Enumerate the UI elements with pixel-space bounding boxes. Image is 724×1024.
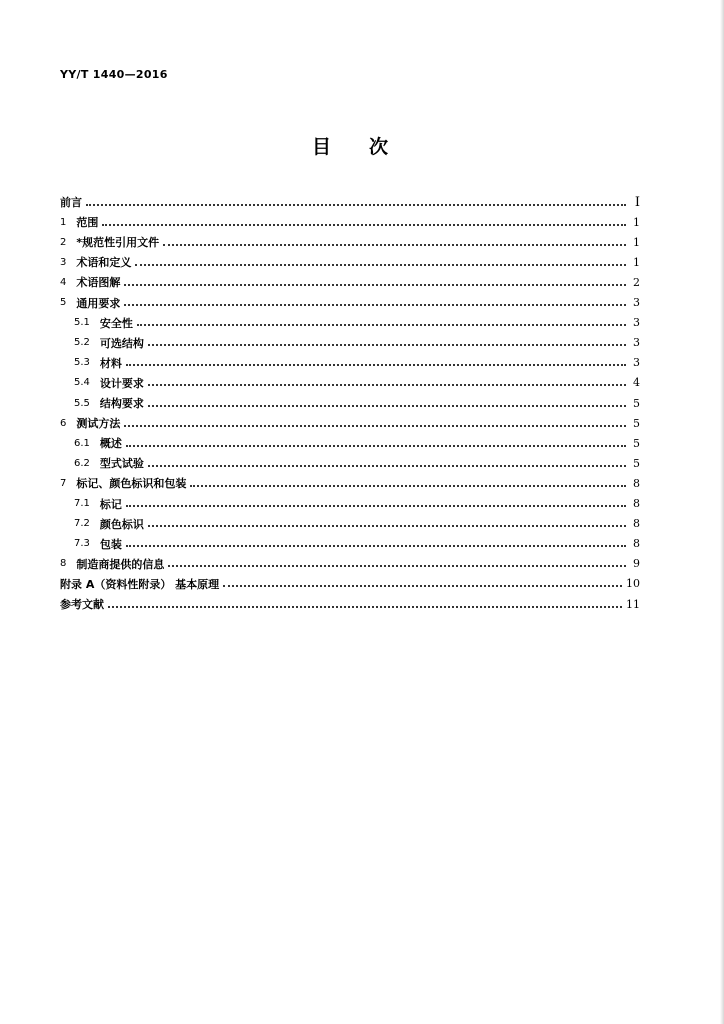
toc-entry-label: 概述 — [99, 437, 122, 451]
toc-entry-page: 5 — [633, 436, 640, 450]
toc-title-part1: 目 — [311, 136, 331, 158]
toc-entry-page: 1 — [633, 215, 640, 229]
toc-entry-label: 附录 A（资料性附录） 基本原理 — [60, 577, 220, 591]
toc-entry-number: 8 — [60, 558, 67, 570]
toc-leader-dots — [168, 564, 626, 567]
toc-leader-dots — [124, 283, 626, 286]
toc-leader-dots — [126, 444, 626, 447]
toc-leader-dots — [126, 504, 626, 507]
toc-entry-number: 5.2 — [74, 337, 90, 349]
toc-entry-page: 5 — [633, 456, 640, 470]
toc-leader-dots — [86, 203, 626, 206]
toc-entry-number: 4 — [60, 276, 67, 288]
toc-entry-number: 3 — [60, 256, 67, 268]
toc-entry-page: Ⅰ — [634, 194, 640, 210]
toc-entry-number: 6.2 — [74, 457, 90, 469]
toc-entry[interactable] — [60, 594, 640, 614]
toc-entry-page: 8 — [633, 517, 640, 531]
toc-entry-label: 结构要求 — [99, 397, 144, 410]
toc-leader-dots — [223, 584, 622, 587]
toc-entry[interactable] — [60, 212, 640, 232]
page-edge-shadow — [720, 0, 724, 1024]
toc-leader-dots — [126, 544, 626, 547]
toc-entry-number: 6.1 — [74, 437, 90, 449]
toc-entry-page: 4 — [633, 376, 640, 390]
toc-entry-number: 5.4 — [74, 377, 90, 389]
toc-entry[interactable] — [60, 393, 640, 413]
toc-entry[interactable] — [60, 252, 640, 272]
toc-entry[interactable] — [60, 514, 640, 534]
toc-entry-number: 7 — [60, 477, 67, 489]
toc-entry-page: 2 — [633, 275, 640, 289]
document-code: YY/T 1440—2016 — [60, 68, 168, 81]
toc-entry-label: 标记、颜色标识和包装 — [76, 477, 187, 491]
toc-leader-dots — [148, 343, 626, 346]
toc-entry-label: 参考文献 — [60, 598, 104, 611]
toc-entry-label: 包装 — [99, 537, 122, 551]
toc-entry-label: 型式试验 — [99, 457, 144, 471]
toc-entry-label: 设计要求 — [99, 376, 144, 390]
toc-entry-label: 可选结构 — [99, 336, 144, 350]
toc-entry-page: 1 — [633, 235, 640, 249]
toc-entry-number: 5 — [60, 297, 67, 308]
toc-entry-label: 制造商提供的信息 — [76, 557, 165, 571]
toc-entry[interactable] — [60, 473, 640, 493]
toc-entry[interactable] — [60, 554, 640, 574]
toc-entry-page: 3 — [633, 296, 640, 309]
toc-leader-dots — [102, 223, 626, 226]
toc-entry-page: 11 — [626, 597, 640, 611]
toc-leader-dots — [148, 383, 626, 386]
toc-entry-number: 5.1 — [74, 317, 90, 329]
toc-entry-number: 5.5 — [74, 397, 90, 409]
toc-entry[interactable] — [60, 453, 640, 473]
toc-entry-label: 安全性 — [99, 316, 133, 330]
toc-entry-number: 7.2 — [74, 518, 90, 530]
toc-entry[interactable] — [60, 313, 640, 333]
toc-leader-dots — [137, 323, 626, 326]
toc-leader-dots — [148, 404, 626, 407]
toc-entry-label: 术语图解 — [76, 276, 121, 290]
toc-entry-page: 10 — [626, 577, 640, 591]
toc-entry-label: 范围 — [76, 216, 99, 230]
toc-entry-page: 8 — [633, 537, 640, 551]
toc-entry-label: 通用要求 — [76, 296, 121, 310]
toc-leader-dots — [124, 303, 626, 306]
toc-entry-number: 2 — [60, 236, 67, 248]
toc-entry[interactable] — [60, 574, 640, 594]
toc-entry-page: 1 — [633, 255, 640, 269]
toc-leader-dots — [126, 363, 626, 366]
toc-leader-dots — [124, 424, 626, 427]
toc-entry[interactable] — [60, 353, 640, 373]
toc-entry-page: 3 — [633, 316, 640, 330]
toc-entry-page: 5 — [633, 396, 640, 410]
toc-entry-page: 3 — [633, 356, 640, 370]
toc-entry-number: 7.3 — [74, 538, 90, 550]
toc-entry-label: 材料 — [99, 356, 122, 370]
toc-entry[interactable] — [60, 373, 640, 393]
toc-entry-page: 8 — [633, 497, 640, 510]
toc-entry-label: 颜色标识 — [99, 517, 144, 531]
toc-leader-dots — [148, 464, 626, 467]
toc-entry-label: 术语和定义 — [76, 256, 132, 270]
toc-entry[interactable] — [60, 293, 640, 313]
toc-leader-dots — [190, 484, 626, 487]
toc-entry-page: 5 — [633, 416, 640, 430]
toc-entry[interactable] — [60, 433, 640, 453]
toc-leader-dots — [108, 605, 622, 608]
toc-title — [0, 132, 700, 159]
toc-entry-page: 9 — [633, 557, 640, 571]
toc-entry[interactable] — [60, 192, 640, 212]
toc-entry[interactable] — [60, 272, 640, 292]
toc-entry-number: 7.1 — [74, 498, 90, 509]
toc-entry[interactable] — [60, 413, 640, 433]
toc-leader-dots — [163, 243, 626, 246]
toc-entry-label: 前言 — [60, 196, 82, 209]
toc-entry-label: 标记 — [99, 497, 122, 511]
toc-entry-label: *规范性引用文件 — [76, 236, 160, 250]
toc-entry-number: 5.3 — [74, 357, 90, 369]
toc-entry-number: 1 — [60, 216, 67, 228]
toc-entry[interactable] — [60, 494, 640, 514]
toc-entry[interactable] — [60, 534, 640, 554]
toc-leader-dots — [135, 263, 626, 266]
toc-title-part2: 次 — [369, 136, 389, 158]
toc-entry-number: 6 — [60, 417, 67, 429]
toc-entry[interactable] — [60, 333, 640, 353]
toc-entry[interactable] — [60, 232, 640, 252]
toc-entry-page: 3 — [633, 336, 640, 350]
toc-entry-page: 8 — [633, 476, 640, 490]
toc-leader-dots — [148, 524, 626, 527]
toc-entry-label: 测试方法 — [76, 417, 121, 431]
